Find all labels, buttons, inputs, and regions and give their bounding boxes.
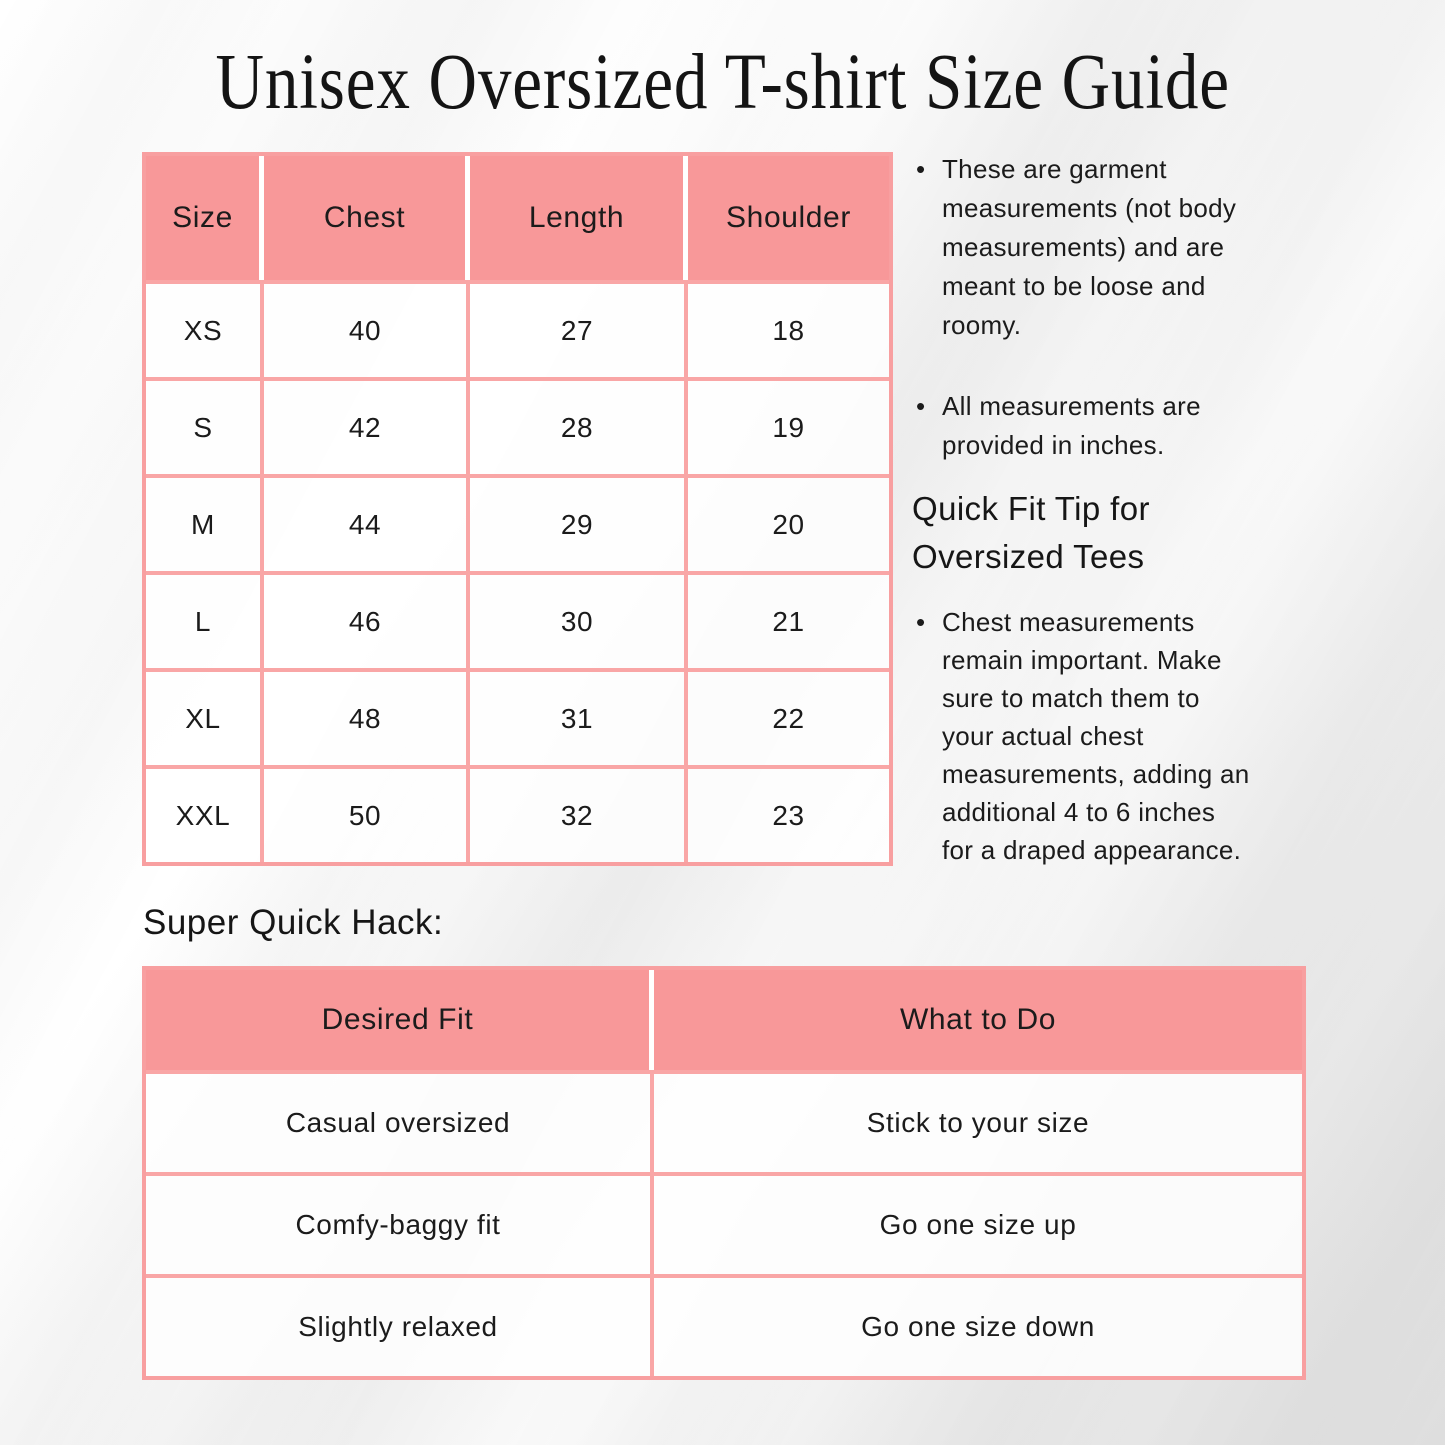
tip-text: Chest measurements remain important. Make sure to match them to your actual chest measurements, adding an additional 4 to 6 inches for a draped appearance.: [942, 607, 1250, 865]
hack-table: [142, 966, 1306, 1380]
size-table-cell: 20: [688, 474, 889, 571]
size-table-cell: 27: [470, 280, 688, 377]
size-table-cell: 21: [688, 571, 889, 668]
size-table: [142, 152, 893, 866]
hack-table-cell: Comfy-baggy fit: [146, 1172, 654, 1274]
size-table-cell: 40: [264, 280, 470, 377]
size-table-cell: 48: [264, 668, 470, 765]
size-table-cell: 19: [688, 377, 889, 474]
tip-heading: Quick Fit Tip for Oversized Tees: [912, 490, 1150, 575]
hack-table-header-desired-fit: Desired Fit: [146, 970, 654, 1070]
hack-table-cell: Slightly relaxed: [146, 1274, 654, 1376]
page-title: [0, 38, 1445, 128]
tip-item: [912, 603, 1312, 869]
size-table-header-length: Length: [470, 156, 688, 280]
size-table-cell: L: [146, 571, 264, 668]
size-table-cell: S: [146, 377, 264, 474]
hack-table-header-what-to-do: What to Do: [654, 970, 1302, 1070]
size-table-cell: 28: [470, 377, 688, 474]
size-table-cell: 42: [264, 377, 470, 474]
size-table-cell: 44: [264, 474, 470, 571]
size-table-header-size: Size: [146, 156, 264, 280]
page-title-text: Unisex Oversized T-shirt Size Guide: [215, 39, 1230, 126]
size-table-cell: 29: [470, 474, 688, 571]
note-item: [912, 150, 1312, 345]
size-table-cell: 32: [470, 765, 688, 862]
size-table-cell: 50: [264, 765, 470, 862]
bullet-icon: •: [916, 391, 926, 421]
size-table-cell: 22: [688, 668, 889, 765]
bullet-icon: •: [916, 154, 926, 184]
size-table-cell: XXL: [146, 765, 264, 862]
note-text: These are garment measurements (not body measurements) and are meant to be loose and roomy.: [942, 154, 1237, 340]
size-table-cell: 18: [688, 280, 889, 377]
size-table-header-shoulder: Shoulder: [688, 156, 889, 280]
size-table-cell: 23: [688, 765, 889, 862]
size-table-cell: M: [146, 474, 264, 571]
size-table-header-chest: Chest: [264, 156, 470, 280]
size-table-cell: XS: [146, 280, 264, 377]
hack-heading: Super Quick Hack:: [143, 903, 444, 942]
note-item: [912, 387, 1312, 465]
size-table-cell: XL: [146, 668, 264, 765]
hack-table-cell: Go one size down: [654, 1274, 1302, 1376]
size-table-cell: 30: [470, 571, 688, 668]
hack-table-cell: Go one size up: [654, 1172, 1302, 1274]
note-text: All measurements are provided in inches.: [942, 391, 1201, 460]
bullet-icon: •: [916, 607, 926, 637]
notes-panel: [912, 150, 1312, 869]
hack-table-cell: Stick to your size: [654, 1070, 1302, 1172]
size-table-cell: 31: [470, 668, 688, 765]
hack-table-cell: Casual oversized: [146, 1070, 654, 1172]
size-table-cell: 46: [264, 571, 470, 668]
